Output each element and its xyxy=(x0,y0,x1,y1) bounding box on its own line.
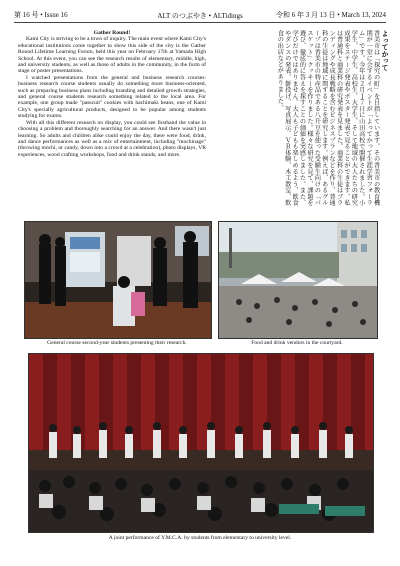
photo-caption-1: General course second-year students presenting their research. xyxy=(47,340,187,346)
article-paragraph-2: I watched presentations from the general and business research courses: business research course students usually do something more business-oriented, such as preparing business plans including branding and detailed growth strategies, and general course students research something related to the local area. For example, one group made "passcuit" cookies with hachimaki beans, one of Kami City's specially agricultural products, designed to be popular among students studying for exams. xyxy=(18,74,206,120)
photo-food-vendors xyxy=(218,221,378,339)
article-title-jp: よってかって xyxy=(380,30,388,71)
photo-caption-2: Food and drink vendors in the courtyard. xyxy=(251,340,343,346)
publication-date: 令和 6 年 3 月 13 日 • March 13, 2024 xyxy=(276,11,386,19)
header-divider xyxy=(14,22,386,23)
photo-ymca-performance xyxy=(28,353,374,533)
newsletter-title: ALT のつぶやき • ALTidings xyxy=(157,12,243,20)
article-title-en: Gather Round! xyxy=(93,30,131,36)
article-paragraph-1: Kami City is striving to be a town of inquiry. The main event where Kami City's educational institutions come together to show this side of the city is the Gather Round Lifetime Learning Forum, held this year on February 17th at Yamada High School. At this event, you can see the research results of elementary, middle, high, and university students, as well as those of adults in the community, in the form of stage or poster presentations. xyxy=(18,36,206,75)
article-body-jp: 香美市は「探究の町」を目指しています。その香美市の教育機関が一堂に会するイベントが「よってかって生涯学習フォーラム」です。今年は２月１７日に山田高校で開催されました。小学生、中学生、高校生、大学生、そして地域の大人たちの研究成果をステージ発表やポスター発表で見ることができます。私は普通科と商業科の研究発表を見ました。商業科の生徒はブランディングや成長戦略を含むビジネスプランなどを作り、普通科の生徒は地域に関することを研究します。例えば、あるグループは香美市の特産品である八升豆を使った受験生向けの「パスケット」クッキーを作りました。様々な研究を見て、課題を選び、徹底的に答えを探すことの価値を実感しました。また、学びだけではありません。大人も子どもも楽しめるよう、飲食やダンスの発表、餅投げ、写真展示、ＶＲ体験、木工教室、飲食の出店などがありました。 xyxy=(276,30,380,206)
english-article xyxy=(18,30,206,206)
article-paragraph-3: With all this different research on display, you could see firsthand the value in choosing a problem and thoroughly searching for an answer. And there wasn't just learning. So adults and children alike could enjoy the day, there were food, drink, and dance performances as well as a mix of entertainment, including "mochinage" (throwing mochi, or candy, down into a crowd at a celebration), photo displays, VR experiences, wood crafting workshops, food and drink stands, and more. xyxy=(18,119,206,158)
photo-presentation xyxy=(24,221,212,339)
photo-caption-3: A joint performance of Y.M.C.A. by students from elementary to university level. xyxy=(108,535,292,541)
japanese-article xyxy=(216,30,388,206)
issue-number: 第 16 号 • Issue 16 xyxy=(14,11,68,19)
